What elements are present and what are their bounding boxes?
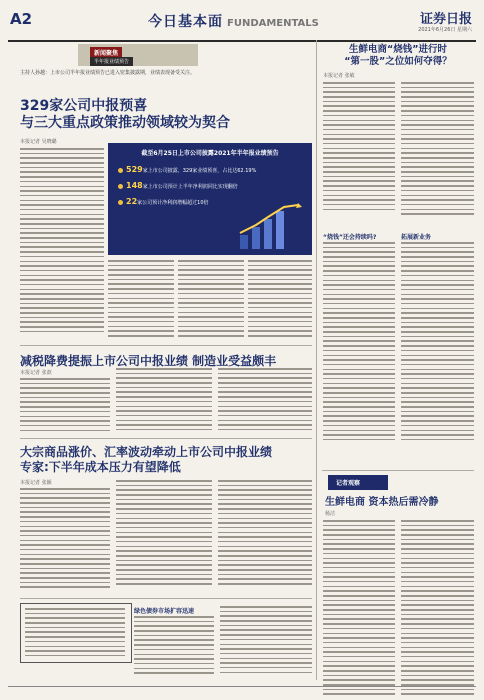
story3-headline bbox=[20, 445, 320, 475]
page-header bbox=[8, 4, 476, 42]
story3-byline: 本报记者 张颖 bbox=[20, 480, 52, 486]
lead-headline bbox=[20, 98, 300, 132]
commentary-headline: 生鲜电商 资本热后需冷静 bbox=[325, 497, 439, 508]
lead-body-col1 bbox=[20, 148, 104, 336]
bottom-body-col3 bbox=[220, 606, 312, 676]
bottom-body-col2 bbox=[134, 616, 214, 677]
lead-headline-line1: 329家公司中报预喜 bbox=[20, 98, 148, 114]
right-headline-line1: 生鲜电商“烧钱”进行时 bbox=[349, 44, 447, 55]
page-number: A2 bbox=[10, 10, 33, 28]
story2-byline: 本报记者 张歆 bbox=[20, 370, 52, 376]
story3-headline-line1: 大宗商品涨价、汇率波动牵动上市公司中报业绩 bbox=[20, 445, 273, 459]
lead-body-col4 bbox=[248, 260, 312, 340]
right-subhead-2: 拓展新业务 bbox=[401, 234, 432, 241]
bullet-icon bbox=[118, 200, 123, 205]
infographic-line: 22家公司预计净利润增幅超过10倍 bbox=[118, 197, 209, 206]
newspaper-logo: 证券日报 bbox=[419, 12, 472, 27]
story3-headline-line2: 专家:下半年成本压力有望降低 bbox=[20, 460, 181, 474]
commentary-body-col2 bbox=[401, 520, 474, 698]
section-divider bbox=[20, 345, 312, 346]
infographic-title: 截至6月25日上市公司披露2021年半年报业绩预告 bbox=[141, 150, 279, 157]
lead-byline: 本报记者 吴晓璐 bbox=[20, 139, 57, 145]
section-divider bbox=[322, 470, 474, 471]
page-footer bbox=[8, 686, 476, 694]
rising-chart-illustration bbox=[236, 203, 306, 251]
issue-date: 2021年6月26日 星期六 bbox=[418, 27, 472, 33]
inset-body bbox=[25, 608, 125, 660]
infographic-line: 148家上市公司预计上半年净利润同比实现翻倍 bbox=[118, 181, 238, 190]
topic-banner bbox=[78, 44, 198, 66]
section-title-en: FUNDAMENTALS bbox=[227, 18, 319, 29]
right-body-col1b bbox=[323, 242, 395, 444]
right-body-col2 bbox=[401, 82, 474, 218]
story2-body-col1 bbox=[20, 378, 110, 434]
section-divider bbox=[20, 438, 312, 439]
host-intro: 主持人孙越：上市公司半年报业绩预告已进入密集披露期，业绩表现备受关注。 bbox=[20, 70, 196, 76]
right-headline bbox=[323, 44, 473, 68]
commentary-byline: 杨洁 bbox=[325, 511, 336, 517]
inset-box bbox=[20, 603, 132, 663]
right-body-col2b bbox=[401, 242, 474, 444]
lead-body-col2 bbox=[108, 260, 174, 340]
infographic-line: 529家上市公司披露，329家业绩预喜，占比达62.19% bbox=[118, 165, 256, 174]
commentary-tag-label: 记者观察 bbox=[336, 480, 361, 487]
bullet-icon bbox=[118, 168, 123, 173]
forecast-infographic bbox=[108, 143, 312, 255]
inset-headline: 绿色债券市场扩容迅速 bbox=[134, 608, 195, 615]
bullet-icon bbox=[118, 184, 123, 189]
right-byline: 本报记者 张敏 bbox=[323, 73, 355, 79]
right-body-col1 bbox=[323, 82, 395, 213]
lead-body-col3 bbox=[178, 260, 244, 340]
story3-body-col1 bbox=[20, 488, 110, 591]
banner-tag: 新闻聚焦 bbox=[90, 47, 122, 58]
section-title bbox=[148, 11, 319, 31]
lead-headline-line2: 与三大重点政策推动领域较为契合 bbox=[20, 115, 230, 131]
section-divider bbox=[20, 598, 312, 599]
banner-subtitle: 半年报业绩预告 bbox=[90, 57, 133, 66]
story2-body-col3 bbox=[218, 368, 312, 434]
right-headline-line2: “第一股”之位如何夺得？ bbox=[344, 56, 452, 67]
story2-headline: 减税降费提振上市公司中报业绩 制造业受益颇丰 bbox=[20, 354, 277, 368]
commentary-tag bbox=[328, 475, 388, 490]
story3-body-col3 bbox=[218, 480, 312, 588]
right-subhead-1: “烧钱”还会持续吗? bbox=[323, 234, 377, 241]
story2-body-col2 bbox=[116, 368, 212, 434]
story3-body-col2 bbox=[116, 480, 212, 588]
commentary-body-col1 bbox=[323, 520, 395, 698]
section-title-cn: 今日基本面 bbox=[148, 14, 223, 30]
